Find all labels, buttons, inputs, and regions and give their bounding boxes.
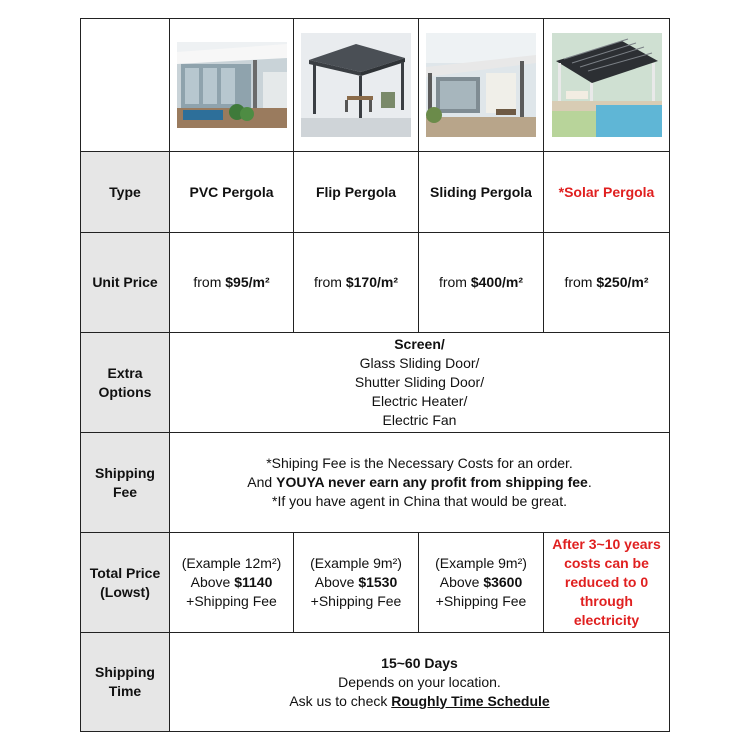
unit-price-solar: [544, 233, 670, 333]
price-prefix: from: [193, 274, 222, 290]
price-value: $400/m²: [470, 274, 524, 290]
extra-options-header: [81, 333, 170, 433]
type-header: Type: [81, 152, 170, 233]
pvc-pergola-photo: [177, 33, 287, 137]
sliding-pergola-image-cell: [419, 19, 544, 152]
total-price-solar: [544, 533, 670, 633]
plus-shipping: +Shipping Fee: [186, 593, 277, 609]
text-span: Ask us to check: [289, 692, 388, 709]
solar-note-line: costs can be: [564, 555, 649, 571]
option-screen: Screen/: [394, 336, 445, 352]
above-amount: [297, 573, 415, 592]
no-profit-statement: YOUYA never earn any profit from shipping fee: [276, 474, 588, 490]
empty-corner-cell: [81, 19, 170, 152]
total-price-pvc: [170, 533, 294, 633]
type-solar: *Solar Pergola: [544, 152, 670, 233]
type-sliding: Sliding Pergola: [419, 152, 544, 233]
header-line: Fee: [112, 483, 138, 500]
price-prefix: from: [564, 274, 593, 290]
header-line: (Lowst): [100, 583, 150, 600]
schedule-line: [173, 692, 666, 711]
option-shutter-door: Shutter Sliding Door/: [354, 374, 485, 390]
price-value: $250/m²: [596, 274, 649, 290]
type-flip: Flip Pergola: [294, 152, 419, 233]
unit-price-pvc: [170, 233, 294, 333]
unit-price-flip: [294, 233, 419, 333]
total-price-flip: [294, 533, 419, 633]
shipping-location-note: Depends on your location.: [338, 673, 501, 690]
shipping-time-row: [81, 633, 670, 732]
text-span: .: [587, 474, 592, 490]
header-line: Extra: [107, 364, 143, 381]
header-line: Options: [98, 383, 152, 400]
image-row: [81, 19, 670, 152]
option-fan: Electric Fan: [382, 412, 457, 428]
header-line: Time: [108, 683, 142, 699]
total-price-header: [81, 533, 170, 633]
amount: $1140: [234, 574, 273, 590]
shipping-fee-line-2: [173, 473, 666, 492]
shipping-time-header: [81, 633, 170, 732]
shipping-fee-line-1: *Shiping Fee is the Necessary Costs for an order.: [266, 455, 573, 471]
price-prefix: from: [438, 274, 467, 290]
solar-note-line: After 3~10 years: [552, 536, 661, 552]
extra-options-list: [170, 333, 670, 433]
extra-options-row: [81, 333, 670, 433]
shipping-fee-header: [81, 433, 170, 533]
header-line: Shipping: [95, 664, 155, 680]
shipping-time-text: [170, 633, 670, 732]
flip-pergola-photo: [301, 33, 411, 137]
total-price-sliding: [419, 533, 544, 633]
price-prefix: from: [313, 274, 342, 290]
text-span: Above: [439, 574, 480, 590]
sliding-pergola-photo: [426, 33, 536, 137]
plus-shipping: +Shipping Fee: [435, 593, 527, 609]
type-row: [81, 152, 670, 233]
type-pvc: PVC Pergola: [170, 152, 294, 233]
option-heater: Electric Heater/: [371, 393, 468, 409]
unit-price-sliding: [419, 233, 544, 333]
amount: $1530: [358, 574, 398, 590]
solar-note-line: electricity: [573, 612, 640, 628]
flip-pergola-image-cell: [294, 19, 419, 152]
example-size: (Example 9m²): [310, 555, 402, 571]
price-value: $170/m²: [345, 274, 399, 290]
time-schedule-link[interactable]: Roughly Time Schedule: [391, 692, 550, 709]
solar-pergola-image-cell: [544, 19, 670, 152]
unit-price-row: [81, 233, 670, 333]
example-size: (Example 12m²): [181, 555, 282, 571]
solar-pergola-photo: [552, 33, 662, 137]
text-span: Above: [314, 574, 355, 590]
total-price-row: [81, 533, 670, 633]
text-span: And: [247, 474, 273, 490]
solar-note-line: reduced to 0: [564, 574, 649, 590]
above-amount: [173, 573, 290, 592]
shipping-days: 15~60 Days: [381, 654, 458, 671]
plus-shipping: +Shipping Fee: [310, 593, 402, 609]
solar-note-line: through: [580, 593, 633, 609]
shipping-fee-line-3: *If you have agent in China that would be great.: [272, 493, 567, 509]
price-value: $95/m²: [225, 274, 270, 290]
above-amount: [422, 573, 540, 592]
shipping-fee-text: [170, 433, 670, 533]
text-span: Above: [190, 574, 231, 590]
pergola-comparison-table: [80, 18, 670, 732]
header-line: Total Price: [89, 564, 161, 581]
option-glass-door: Glass Sliding Door/: [359, 355, 480, 371]
example-size: (Example 9m²): [435, 555, 527, 571]
pvc-pergola-image-cell: [170, 19, 294, 152]
header-line: Shipping: [95, 464, 155, 481]
shipping-fee-row: [81, 433, 670, 533]
amount: $3600: [483, 574, 523, 590]
unit-price-header: Unit Price: [81, 233, 170, 333]
